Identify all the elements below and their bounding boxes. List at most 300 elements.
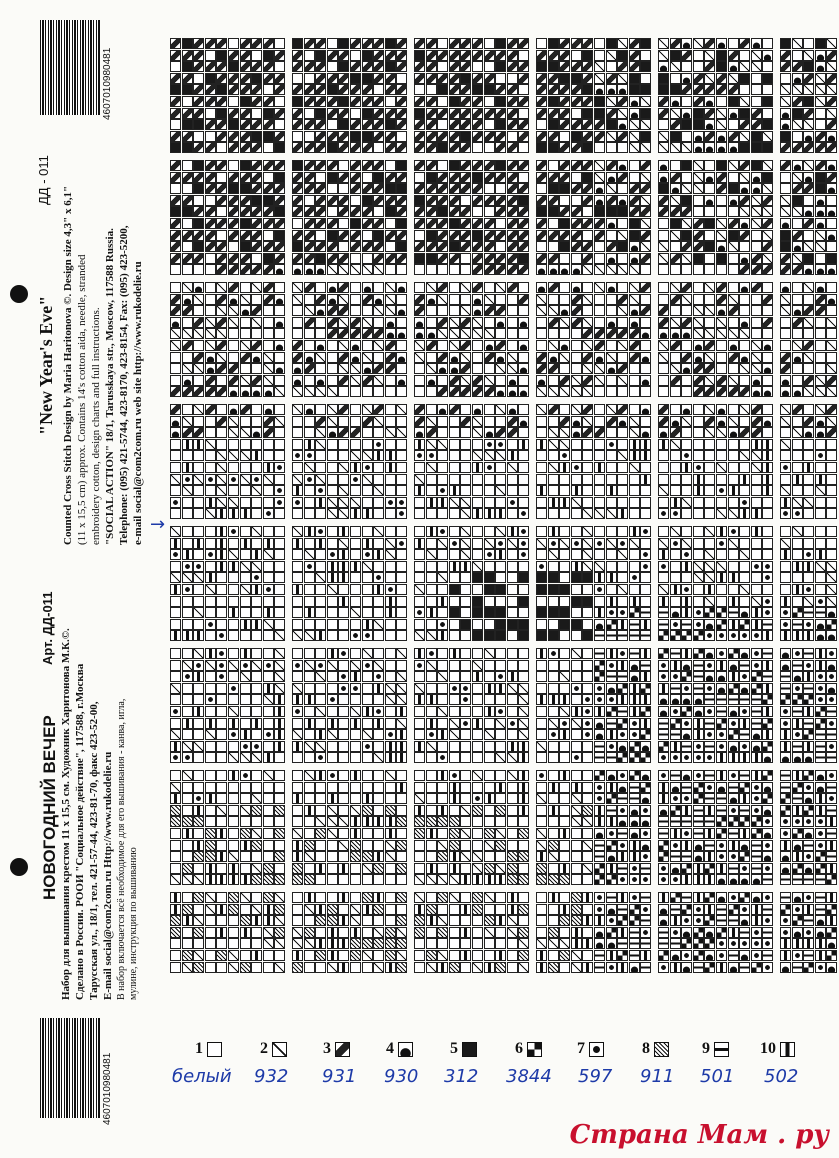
stitch-cell <box>414 660 425 671</box>
stitch-cell <box>826 317 837 328</box>
stitch-cell <box>693 38 704 49</box>
stitch-cell <box>350 671 361 682</box>
stitch-cell <box>170 508 181 519</box>
stitch-cell <box>292 793 303 804</box>
stitch-cell <box>792 294 803 305</box>
stitch-cell <box>559 363 570 374</box>
stitch-cell <box>495 108 506 119</box>
stitch-cell <box>449 619 460 630</box>
stitch-cell <box>193 950 204 961</box>
stitch-cell <box>304 230 315 241</box>
stitch-cell <box>495 526 506 537</box>
stitch-cell <box>292 962 303 973</box>
stitch-cell <box>228 317 239 328</box>
stitch-cell <box>670 508 681 519</box>
stitch-cell <box>780 363 791 374</box>
stitch-cell <box>304 439 315 450</box>
stitch-cell <box>617 962 628 973</box>
stitch-cell <box>251 450 262 461</box>
stitch-cell <box>292 264 303 275</box>
stitch-cell <box>792 450 803 461</box>
stitch-cell <box>385 485 396 496</box>
stitch-cell <box>826 462 837 473</box>
stitch-cell <box>170 363 181 374</box>
stitch-cell <box>373 50 384 61</box>
stitch-cell <box>460 770 471 781</box>
stitch-cell <box>216 142 227 153</box>
stitch-cell <box>228 253 239 264</box>
stitch-cell <box>216 305 227 316</box>
stitch-cell <box>437 108 448 119</box>
stitch-cell <box>182 230 193 241</box>
stitch-cell <box>704 119 715 130</box>
stitch-cell <box>193 630 204 641</box>
stitch-cell <box>582 828 593 839</box>
stitch-cell <box>780 485 791 496</box>
stitch-cell <box>460 950 471 961</box>
stitch-cell <box>536 770 547 781</box>
stitch-cell <box>216 840 227 851</box>
stitch-cell <box>693 671 704 682</box>
stitch-cell <box>396 404 407 415</box>
stitch-cell <box>315 671 326 682</box>
stitch-cell <box>338 218 349 229</box>
stitch-cell <box>426 450 437 461</box>
stitch-cell <box>304 38 315 49</box>
stitch-cell <box>803 218 814 229</box>
stitch-cell <box>507 718 518 729</box>
stitch-cell <box>240 363 251 374</box>
stitch-cell <box>571 741 582 752</box>
stitch-cell <box>495 630 506 641</box>
legend-code-6: 3844 <box>506 1066 552 1087</box>
stitch-cell <box>170 294 181 305</box>
stitch-cell <box>263 195 274 206</box>
stitch-cell <box>739 741 750 752</box>
stitch-cell <box>606 253 617 264</box>
stitch-cell <box>182 840 193 851</box>
stitch-cell <box>803 683 814 694</box>
stitch-cell <box>792 218 803 229</box>
stitch-cell <box>304 73 315 84</box>
stitch-cell <box>507 230 518 241</box>
stitch-cell <box>251 404 262 415</box>
stitch-cell <box>182 538 193 549</box>
stitch-cell <box>693 793 704 804</box>
stitch-cell <box>414 450 425 461</box>
stitch-cell <box>216 363 227 374</box>
stitch-cell <box>658 572 669 583</box>
stitch-cell <box>304 142 315 153</box>
stitch-cell <box>762 851 773 862</box>
stitch-cell <box>216 816 227 827</box>
stitch-cell <box>170 874 181 885</box>
stitch-cell <box>396 671 407 682</box>
stitch-cell <box>396 741 407 752</box>
stitch-cell <box>182 718 193 729</box>
stitch-cell <box>518 253 529 264</box>
stitch-cell <box>704 183 715 194</box>
stitch-cell <box>518 241 529 252</box>
stitch-cell <box>449 508 460 519</box>
stitch-cell <box>518 915 529 926</box>
stitch-cell <box>414 648 425 659</box>
stitch-cell <box>216 892 227 903</box>
stitch-cell <box>739 439 750 450</box>
stitch-cell <box>617 561 628 572</box>
stitch-cell <box>571 96 582 107</box>
stitch-cell <box>315 526 326 537</box>
stitch-cell <box>681 317 692 328</box>
stitch-cell <box>792 305 803 316</box>
stitch-cell <box>484 549 495 560</box>
stitch-cell <box>460 718 471 729</box>
stitch-cell <box>437 241 448 252</box>
stitch-cell <box>304 84 315 95</box>
stitch-cell <box>304 404 315 415</box>
stitch-cell <box>292 131 303 142</box>
stitch-cell <box>216 874 227 885</box>
stitch-cell <box>815 561 826 572</box>
stitch-cell <box>582 253 593 264</box>
stitch-cell <box>559 119 570 130</box>
stitch-cell <box>762 596 773 607</box>
stitch-cell <box>693 904 704 915</box>
stitch-cell <box>536 915 547 926</box>
stitch-cell <box>274 508 285 519</box>
stitch-cell <box>780 427 791 438</box>
stitch-cell <box>716 927 727 938</box>
stitch-cell <box>571 328 582 339</box>
stitch-cell <box>426 596 437 607</box>
stitch-cell <box>216 561 227 572</box>
stitch-cell <box>762 915 773 926</box>
stitch-cell <box>704 950 715 961</box>
stitch-cell <box>559 305 570 316</box>
stitch-cell <box>739 142 750 153</box>
stitch-cell <box>518 630 529 641</box>
stitch-cell <box>170 694 181 705</box>
stitch-cell <box>815 131 826 142</box>
stitch-cell <box>327 142 338 153</box>
stitch-cell <box>182 375 193 386</box>
stitch-cell <box>414 607 425 618</box>
stitch-cell <box>594 915 605 926</box>
stitch-cell <box>606 474 617 485</box>
stitch-cell <box>803 694 814 705</box>
stitch-cell <box>484 752 495 763</box>
stitch-cell <box>338 485 349 496</box>
stitch-cell <box>548 206 559 217</box>
stitch-cell <box>373 84 384 95</box>
stitch-cell <box>193 770 204 781</box>
stitch-cell <box>507 782 518 793</box>
stitch-cell <box>193 317 204 328</box>
stitch-cell <box>548 119 559 130</box>
stitch-cell <box>536 938 547 949</box>
stitch-cell <box>693 131 704 142</box>
stitch-cell <box>385 938 396 949</box>
stitch-cell <box>582 718 593 729</box>
stitch-cell <box>327 218 338 229</box>
stitch-cell <box>304 694 315 705</box>
v-triangle-icon <box>589 1042 604 1057</box>
stitch-cell <box>751 596 762 607</box>
stitch-cell <box>304 729 315 740</box>
stitch-cell <box>739 793 750 804</box>
stitch-cell <box>518 206 529 217</box>
stitch-cell <box>170 427 181 438</box>
stitch-cell <box>693 962 704 973</box>
stitch-cell <box>263 706 274 717</box>
stitch-cell <box>582 305 593 316</box>
stitch-cell <box>373 572 384 583</box>
stitch-cell <box>396 340 407 351</box>
stitch-cell <box>263 508 274 519</box>
stitch-cell <box>472 927 483 938</box>
stitch-cell <box>274 363 285 374</box>
stitch-cell <box>263 863 274 874</box>
stitch-cell <box>373 404 384 415</box>
stitch-cell <box>170 61 181 72</box>
stitch-cell <box>815 160 826 171</box>
stitch-cell <box>792 38 803 49</box>
stitch-cell <box>373 317 384 328</box>
stitch-cell <box>182 561 193 572</box>
stitch-cell <box>193 508 204 519</box>
stitch-cell <box>536 892 547 903</box>
stitch-cell <box>373 206 384 217</box>
stitch-cell <box>240 38 251 49</box>
stitch-cell <box>385 317 396 328</box>
stitch-cell <box>762 375 773 386</box>
stitch-cell <box>670 282 681 293</box>
stitch-cell <box>803 119 814 130</box>
stitch-cell <box>826 96 837 107</box>
stitch-cell <box>182 172 193 183</box>
stitch-cell <box>762 840 773 851</box>
stitch-cell <box>728 828 739 839</box>
stitch-cell <box>205 863 216 874</box>
stitch-cell <box>449 816 460 827</box>
stitch-cell <box>373 96 384 107</box>
stitch-cell <box>193 253 204 264</box>
stitch-cell <box>640 404 651 415</box>
stitch-cell <box>780 526 791 537</box>
stitch-cell <box>263 183 274 194</box>
stitch-cell <box>640 195 651 206</box>
stitch-cell <box>815 450 826 461</box>
stitch-cell <box>594 538 605 549</box>
stitch-cell <box>292 816 303 827</box>
stitch-cell <box>548 892 559 903</box>
stitch-cell <box>518 805 529 816</box>
stitch-cell <box>548 683 559 694</box>
stitch-cell <box>536 729 547 740</box>
stitch-cell <box>792 630 803 641</box>
stitch-cell <box>594 363 605 374</box>
stitch-cell <box>205 160 216 171</box>
stitch-cell <box>472 630 483 641</box>
stitch-cell <box>182 752 193 763</box>
stitch-cell <box>780 160 791 171</box>
stitch-cell <box>536 160 547 171</box>
stitch-cell <box>338 671 349 682</box>
stitch-cell <box>193 526 204 537</box>
stitch-cell <box>728 805 739 816</box>
stitch-cell <box>803 805 814 816</box>
stitch-cell <box>274 718 285 729</box>
stitch-cell <box>536 38 547 49</box>
stitch-cell <box>681 404 692 415</box>
stitch-cell <box>693 172 704 183</box>
stitch-cell <box>251 253 262 264</box>
stitch-cell <box>762 328 773 339</box>
stitch-cell <box>350 172 361 183</box>
stitch-cell <box>426 317 437 328</box>
stitch-cell <box>704 741 715 752</box>
stitch-cell <box>594 782 605 793</box>
stitch-cell <box>362 230 373 241</box>
stitch-cell <box>518 828 529 839</box>
stitch-cell <box>182 782 193 793</box>
barcode-top <box>40 20 100 115</box>
stitch-cell <box>385 282 396 293</box>
stitch-cell <box>548 497 559 508</box>
stitch-cell <box>815 73 826 84</box>
stitch-cell <box>559 485 570 496</box>
stitch-cell <box>518 549 529 560</box>
stitch-cell <box>216 340 227 351</box>
stitch-cell <box>373 462 384 473</box>
stitch-cell <box>826 183 837 194</box>
stitch-cell <box>449 264 460 275</box>
stitch-cell <box>617 73 628 84</box>
stitch-cell <box>716 73 727 84</box>
stitch-cell <box>304 904 315 915</box>
stitch-cell <box>460 938 471 949</box>
stitch-cell <box>327 770 338 781</box>
stitch-cell <box>548 352 559 363</box>
stitch-cell <box>559 706 570 717</box>
stitch-cell <box>617 648 628 659</box>
stitch-cell <box>414 752 425 763</box>
stitch-cell <box>292 770 303 781</box>
legend-item-1 <box>195 1040 222 1058</box>
stitch-cell <box>484 160 495 171</box>
stitch-cell <box>362 119 373 130</box>
stitch-cell <box>304 508 315 519</box>
stitch-cell <box>693 648 704 659</box>
stitch-cell <box>582 938 593 949</box>
stitch-cell <box>826 607 837 618</box>
stitch-cell <box>617 840 628 851</box>
stitch-cell <box>251 340 262 351</box>
stitch-cell <box>507 828 518 839</box>
stitch-cell <box>495 648 506 659</box>
stitch-cell <box>292 241 303 252</box>
stitch-cell <box>414 962 425 973</box>
stitch-cell <box>460 427 471 438</box>
legend-num: 6 <box>515 1040 523 1057</box>
stitch-cell <box>658 938 669 949</box>
stitch-cell <box>571 683 582 694</box>
stitch-cell <box>507 549 518 560</box>
stitch-cell <box>484 317 495 328</box>
stitch-cell <box>716 282 727 293</box>
stitch-cell <box>536 572 547 583</box>
stitch-cell <box>704 526 715 537</box>
stitch-cell <box>826 497 837 508</box>
stitch-cell <box>739 363 750 374</box>
stitch-cell <box>658 427 669 438</box>
stitch-cell <box>484 404 495 415</box>
stitch-cell <box>670 892 681 903</box>
stitch-cell <box>362 142 373 153</box>
stitch-cell <box>460 828 471 839</box>
stitch-cell <box>762 892 773 903</box>
stitch-cell <box>216 962 227 973</box>
stitch-cell <box>606 375 617 386</box>
stitch-cell <box>228 607 239 618</box>
stitch-cell <box>658 927 669 938</box>
stitch-cell <box>629 96 640 107</box>
stitch-cell <box>571 218 582 229</box>
stitch-cell <box>449 538 460 549</box>
stitch-cell <box>507 108 518 119</box>
stitch-cell <box>815 462 826 473</box>
stitch-cell <box>449 927 460 938</box>
stitch-cell <box>792 729 803 740</box>
stitch-cell <box>548 108 559 119</box>
stitch-cell <box>606 805 617 816</box>
stitch-cell <box>762 131 773 142</box>
stitch-cell <box>507 904 518 915</box>
stitch-cell <box>751 264 762 275</box>
stitch-cell <box>327 241 338 252</box>
stitch-cell <box>582 340 593 351</box>
stitch-cell <box>803 427 814 438</box>
stitch-cell <box>792 793 803 804</box>
stitch-cell <box>484 840 495 851</box>
stitch-cell <box>728 462 739 473</box>
stitch-cell <box>507 294 518 305</box>
stitch-cell <box>414 119 425 130</box>
stitch-cell <box>693 160 704 171</box>
stitch-cell <box>263 305 274 316</box>
barcode-bottom <box>40 1018 100 1118</box>
stitch-cell <box>315 253 326 264</box>
stitch-cell <box>518 874 529 885</box>
stitch-cell <box>385 816 396 827</box>
stitch-cell <box>472 962 483 973</box>
stitch-cell <box>803 206 814 217</box>
stitch-cell <box>373 561 384 572</box>
stitch-cell <box>385 962 396 973</box>
stitch-cell <box>426 572 437 583</box>
stitch-cell <box>704 352 715 363</box>
stitch-cell <box>292 729 303 740</box>
stitch-cell <box>484 497 495 508</box>
stitch-cell <box>426 142 437 153</box>
stitch-cell <box>826 108 837 119</box>
stitch-cell <box>670 572 681 583</box>
stitch-cell <box>449 84 460 95</box>
stitch-cell <box>716 241 727 252</box>
stitch-cell <box>216 619 227 630</box>
stitch-cell <box>704 805 715 816</box>
stitch-cell <box>606 38 617 49</box>
